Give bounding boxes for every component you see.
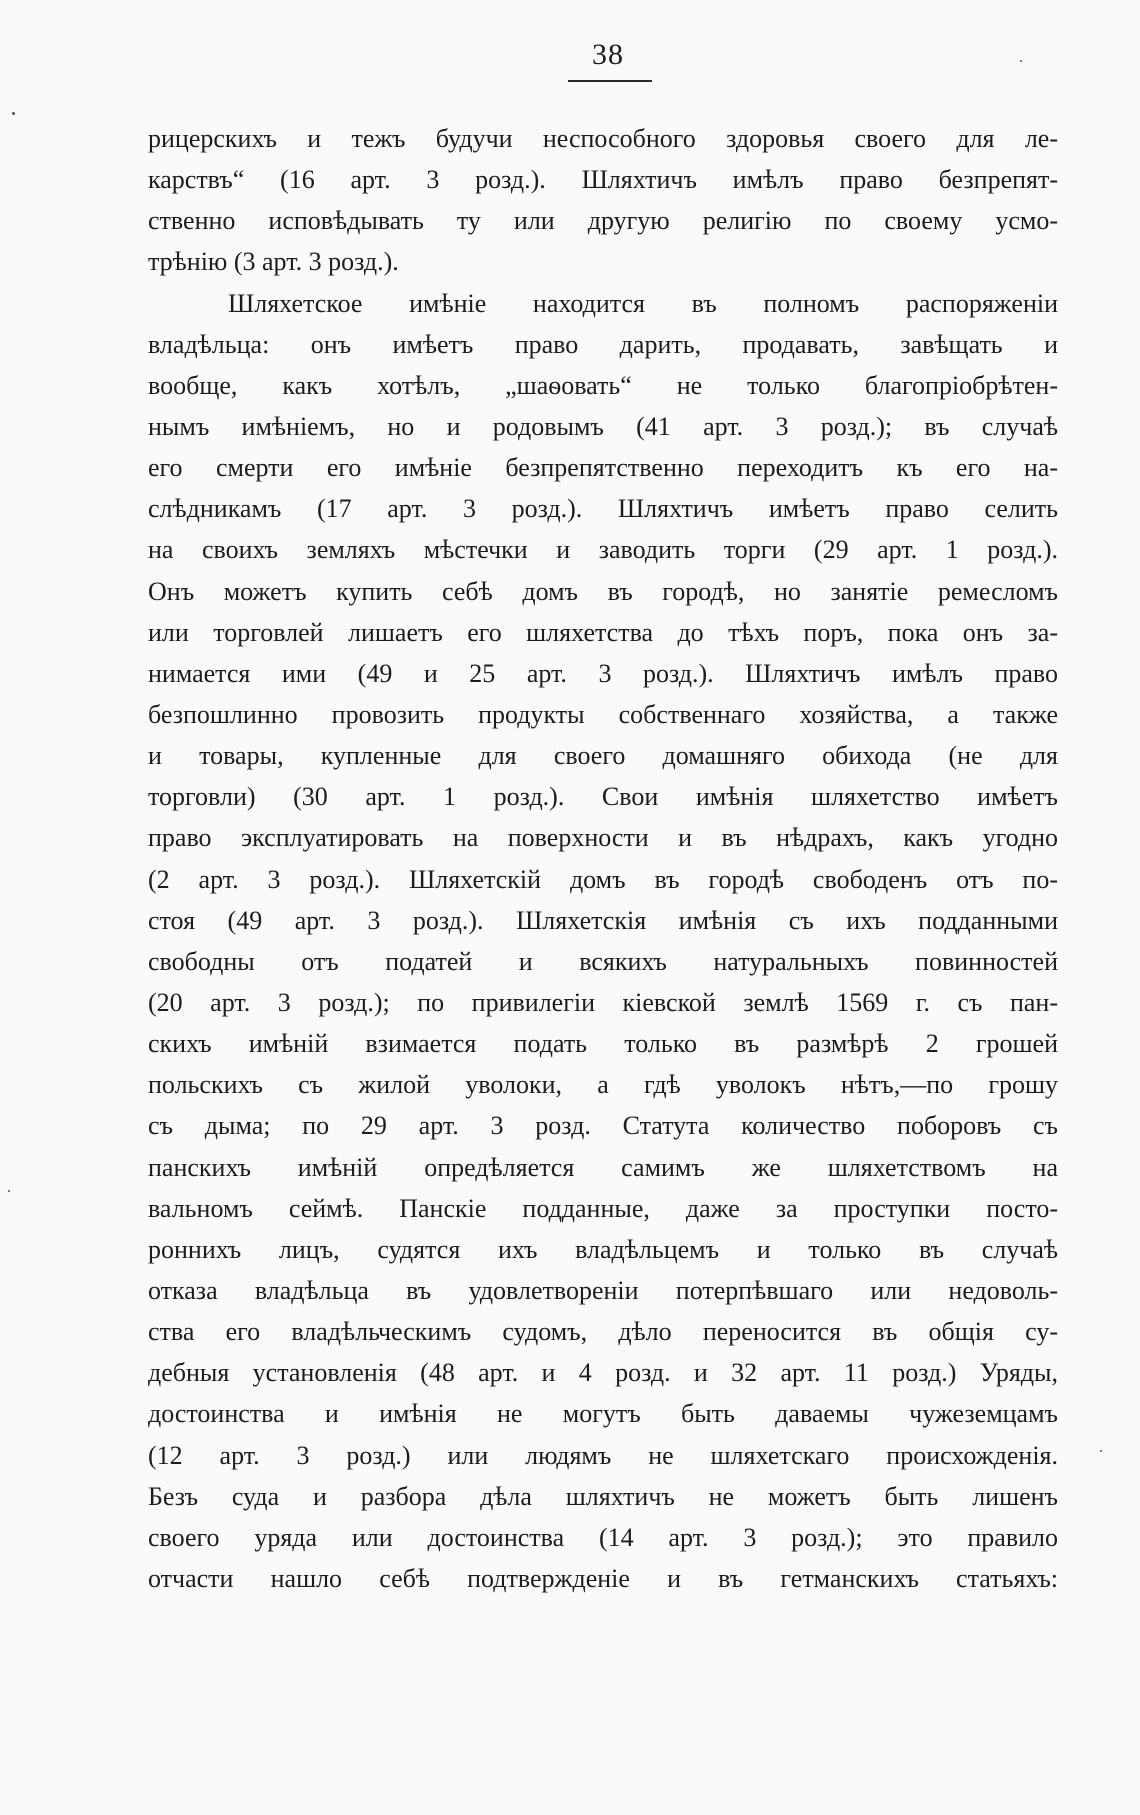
text-line: нымъ имѣніемъ, но и родовымъ (41 арт. 3 розд.); въ случаѣ bbox=[148, 411, 1058, 441]
text-line: роннихъ лицъ, судятся ихъ владѣльцемъ и только въ случаѣ bbox=[148, 1234, 1058, 1264]
scan-speck bbox=[1100, 1450, 1102, 1452]
text-line: отчасти нашло себѣ подтвержденіе и въ гетманскихъ статьяхъ: bbox=[148, 1563, 1058, 1593]
scan-speck bbox=[1020, 60, 1022, 62]
text-line: его смерти его имѣніе безпрепятственно переходитъ къ его на- bbox=[148, 453, 1058, 483]
text-line: скихъ имѣній взимается подать только въ размѣрѣ 2 грошей bbox=[148, 1029, 1058, 1059]
text-line: своего уряда или достоинства (14 арт. 3 розд.); это правило bbox=[148, 1522, 1058, 1552]
text-line: (2 арт. 3 розд.). Шляхетскій домъ въ городѣ свободенъ отъ по- bbox=[148, 864, 1058, 894]
text-line: безпошлинно провозить продукты собственнаго хозяйства, а также bbox=[148, 699, 1058, 729]
text-line: нимается ими (49 и 25 арт. 3 розд.). Шляхтичъ имѣлъ право bbox=[148, 658, 1058, 688]
page-number: 38 bbox=[592, 38, 624, 71]
text-line: достоинства и имѣнія не могутъ быть даваемы чужеземцамъ bbox=[148, 1399, 1058, 1429]
text-line: (20 арт. 3 розд.); по привилегіи кіевской землѣ 1569 г. съ пан- bbox=[148, 987, 1058, 1017]
text-line: польскихъ съ жилой уволоки, а гдѣ уволокъ нѣтъ,—по грошу bbox=[148, 1070, 1058, 1100]
text-line: отказа владѣльца въ удовлетвореніи потерпѣвшаго или недоволь- bbox=[148, 1275, 1058, 1305]
text-line: Онъ можетъ купить себѣ домъ въ городѣ, но занятіе ремесломъ bbox=[148, 576, 1058, 606]
text-line: дебныя установленія (48 арт. и 4 розд. и 32 арт. 11 розд.) Уряды, bbox=[148, 1358, 1058, 1388]
text-line: трѣнію (3 арт. 3 розд.). bbox=[148, 247, 399, 277]
text-line: съ дыма; по 29 арт. 3 розд. Статута количество поборовъ съ bbox=[148, 1111, 1058, 1141]
text-line: владѣльца: онъ имѣетъ право дарить, продавать, завѣщать и bbox=[148, 329, 1058, 359]
text-line: ства его владѣльческимъ судомъ, дѣло переносится въ общія су- bbox=[148, 1317, 1058, 1347]
text-line: торговли) (30 арт. 1 розд.). Свои имѣнія шляхетство имѣетъ bbox=[148, 782, 1058, 812]
text-line: на своихъ земляхъ мѣстечки и заводить торги (29 арт. 1 розд.). bbox=[148, 535, 1058, 565]
text-line: рицерскихъ и тежъ будучи неспособного здоровья своего для ле- bbox=[148, 124, 1058, 153]
text-line: слѣдникамъ (17 арт. 3 розд.). Шляхтичъ имѣетъ право селить bbox=[148, 494, 1058, 524]
text-line: и товары, купленные для своего домашняго обихода (не для bbox=[148, 741, 1058, 771]
text-line: стоя (49 арт. 3 розд.). Шляхетскія имѣнія съ ихъ подданными bbox=[148, 905, 1058, 935]
scan-speck bbox=[8, 1190, 10, 1192]
text-line: (12 арт. 3 розд.) или людямъ не шляхетскаго происхожденія. bbox=[148, 1440, 1058, 1470]
text-line: Безъ суда и разбора дѣла шляхтичъ не можетъ быть лишенъ bbox=[148, 1481, 1058, 1511]
text-line: ственно исповѣдывать ту или другую религію по своему усмо- bbox=[148, 206, 1058, 236]
text-line: вообще, какъ хотѣлъ, „шаѳовать“ не только благопріобрѣтен- bbox=[148, 370, 1058, 400]
body-text bbox=[148, 118, 1058, 1599]
page-number-rule bbox=[568, 80, 652, 82]
text-line: свободны отъ податей и всякихъ натуральныхъ повинностей bbox=[148, 946, 1058, 976]
text-line: вальномъ сеймѣ. Панскіе подданные, даже за проступки посто- bbox=[148, 1193, 1058, 1223]
text-line: Шляхетское имѣніе находится въ полномъ распоряженіи bbox=[228, 288, 1058, 318]
text-line: панскихъ имѣній опредѣляется самимъ же шляхетствомъ на bbox=[148, 1152, 1058, 1182]
text-line: право эксплуатировать на поверхности и въ нѣдрахъ, какъ угодно bbox=[148, 823, 1058, 853]
text-line: или торговлей лишаетъ его шляхетства до тѣхъ поръ, пока онъ за- bbox=[148, 617, 1058, 647]
scan-speck bbox=[12, 112, 15, 115]
text-line: карствъ“ (16 арт. 3 розд.). Шляхтичъ имѣлъ право безпрепят- bbox=[148, 165, 1058, 195]
